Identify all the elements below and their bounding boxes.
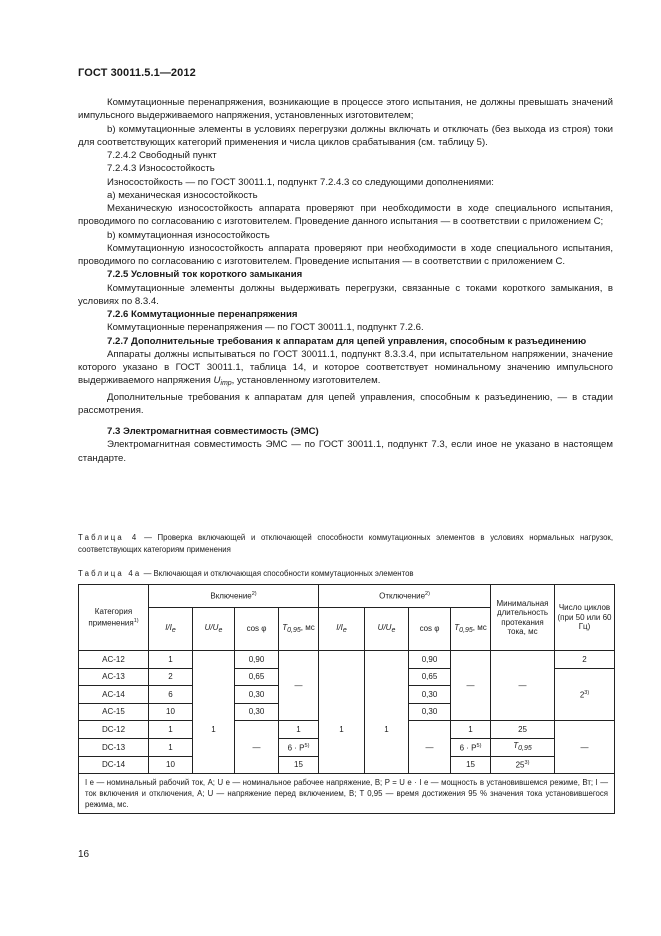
off-cos-dc: — bbox=[409, 721, 451, 774]
table-note: I e — номинальный рабочий ток, А; U e — номинальное рабочее напряжение, В; P = U e · I e — мощность в установившемся режиме, Вт; I — ток включения и отключения, А; U — напряжение перед включением, В; T 0,95 — время достижения 95 % значения тока установившегося режима, мс. bbox=[79, 774, 615, 814]
header-category: Категория применения$^{1)}$ bbox=[79, 585, 149, 651]
paragraph: Аппараты должны испытываться по ГОСТ 30011.1, подпункт 8.3.3.4, при испытательном напряжении, значение которого указано в ГОСТ 30011.1, таблица 14, и которое соответствует номинальному значению импульсного выдерживаемого напряжения $U_{imp}$, установленному изготовителем. bbox=[78, 348, 613, 388]
paragraph: Коммутационные перенапряжения — по ГОСТ 30011.1, подпункт 7.2.6. bbox=[107, 322, 424, 334]
table-4-caption: Таблица 4 — Проверка включающей и отключающей способности коммутационных элементов в условиях нормальных нагрузок, соответствующих категориям применения bbox=[78, 533, 614, 554]
table-row: DC-13 1 $6 \cdot P^{5)}$ $6 \cdot P^{5)}$ T0,95 bbox=[79, 738, 615, 756]
min-ac: — bbox=[491, 651, 555, 721]
paragraph: Износостойкость — по ГОСТ 30011.1, подпункт 7.2.4.3 со следующими дополнениями: bbox=[107, 176, 494, 188]
header-t: T0,95, мс bbox=[451, 608, 491, 651]
on-cos-dc: — bbox=[235, 721, 279, 774]
document-header: ГОСТ 30011.5.1—2012 bbox=[78, 67, 196, 79]
off-i-merged: 1 bbox=[319, 651, 365, 774]
cycles-ac: 2$^{3)}$ bbox=[555, 668, 615, 721]
paragraph: 7.2.4.2 Свободный пункт bbox=[107, 150, 217, 161]
header-u: U/Ue bbox=[193, 608, 235, 651]
paragraph: a) механическая износостойкость bbox=[107, 189, 258, 201]
paragraph: Механическую износостойкость аппарата проверяют при необходимости в ходе специального испытания, проводимого по согласованию с изготовителем. Проведение данного испытания — в соответствии с приложением С; bbox=[78, 203, 613, 228]
header-on: Включение$^{2)}$ bbox=[149, 585, 319, 608]
body-text bbox=[78, 96, 613, 465]
table-row: AC-12 1 1 0,90 — 1 1 0,90 — — 2 bbox=[79, 651, 615, 669]
section-title-7-3: 7.3 Электромагнитная совместимость (ЭМС) bbox=[107, 426, 319, 437]
table-row: AC-14 6 0,30 0,30 bbox=[79, 686, 615, 704]
section-title-7-2-5: 7.2.5 Условный ток короткого замыкания bbox=[107, 269, 303, 281]
header-min-duration: Минимальная длительность протекания тока, мс bbox=[491, 585, 555, 651]
page-number: 16 bbox=[78, 849, 90, 860]
paragraph: Коммутационные элементы должны выдерживать перегрузки, связанные с токами короткого замыкания, в условиях по 8.3.4. bbox=[78, 282, 613, 307]
paragraph: b) коммутационные элементы в условиях перегрузки должны включать и отключать (без выхода из строя) токи для соответствующих категорий применения и числа циклов срабатывания (см. таблицу 5). bbox=[78, 123, 613, 148]
table-4a-caption: Таблица 4а — Включающая и отключающая способности коммутационных элементов bbox=[78, 569, 414, 578]
section-title-7-2-6: 7.2.6 Коммутационные перенапряжения bbox=[107, 309, 298, 320]
off-t-ac: — bbox=[451, 651, 491, 721]
header-cos: cos φ bbox=[235, 608, 279, 651]
header-off: Отключение$^{2)}$ bbox=[319, 585, 491, 608]
header-i: I/Ie bbox=[319, 608, 365, 651]
table-row: DC-14 10 15 15 25$^{3)}$ bbox=[79, 756, 615, 774]
table-row: AC-15 10 0,30 0,30 bbox=[79, 703, 615, 721]
paragraph: b) коммутационная износостойкость bbox=[107, 229, 270, 241]
off-u-merged: 1 bbox=[365, 651, 409, 774]
paragraph: 7.2.4.3 Износостойкость bbox=[107, 163, 215, 175]
header-t: T0,95, мс bbox=[279, 608, 319, 651]
paragraph: Дополнительные требования к аппаратам для цепей управления, способным к разъединению, — в стадии рассмотрения. bbox=[78, 391, 613, 416]
cycles-dc: — bbox=[555, 721, 615, 774]
header-cos: cos φ bbox=[409, 608, 451, 651]
header-i: I/Ie bbox=[149, 608, 193, 651]
paragraph: Коммутационные перенапряжения, возникающие в процессе этого испытания, не должны превышать значений импульсного выдерживаемого напряжения, установленных изготовителем; bbox=[78, 97, 613, 122]
on-u-merged: 1 bbox=[193, 651, 235, 774]
table-row: AC-13 2 0,65 0,65 2$^{3)}$ bbox=[79, 668, 615, 686]
section-title-7-2-7: 7.2.7 Дополнительные требования к аппаратам для цепей управления, способным к разъединению bbox=[107, 335, 587, 347]
paragraph: Электромагнитная совместимость ЭМС — по ГОСТ 30011.1, подпункт 7.3, если иное не указано в настоящем стандарте. bbox=[78, 439, 613, 464]
header-u: U/Ue bbox=[365, 608, 409, 651]
on-t-ac: — bbox=[279, 651, 319, 721]
table-row: DC-12 1 — 1 — 1 25 — bbox=[79, 721, 615, 739]
paragraph: Коммутационную износостойкость аппарата проверяют при необходимости в ходе специального испытания, проводимого по согласованию с изготовителем. Проведение испытания — в соответствии с приложением С. bbox=[78, 242, 613, 267]
header-cycles: Число циклов (при 50 или 60 Гц) bbox=[555, 585, 615, 651]
switching-capacity-table bbox=[78, 584, 615, 814]
